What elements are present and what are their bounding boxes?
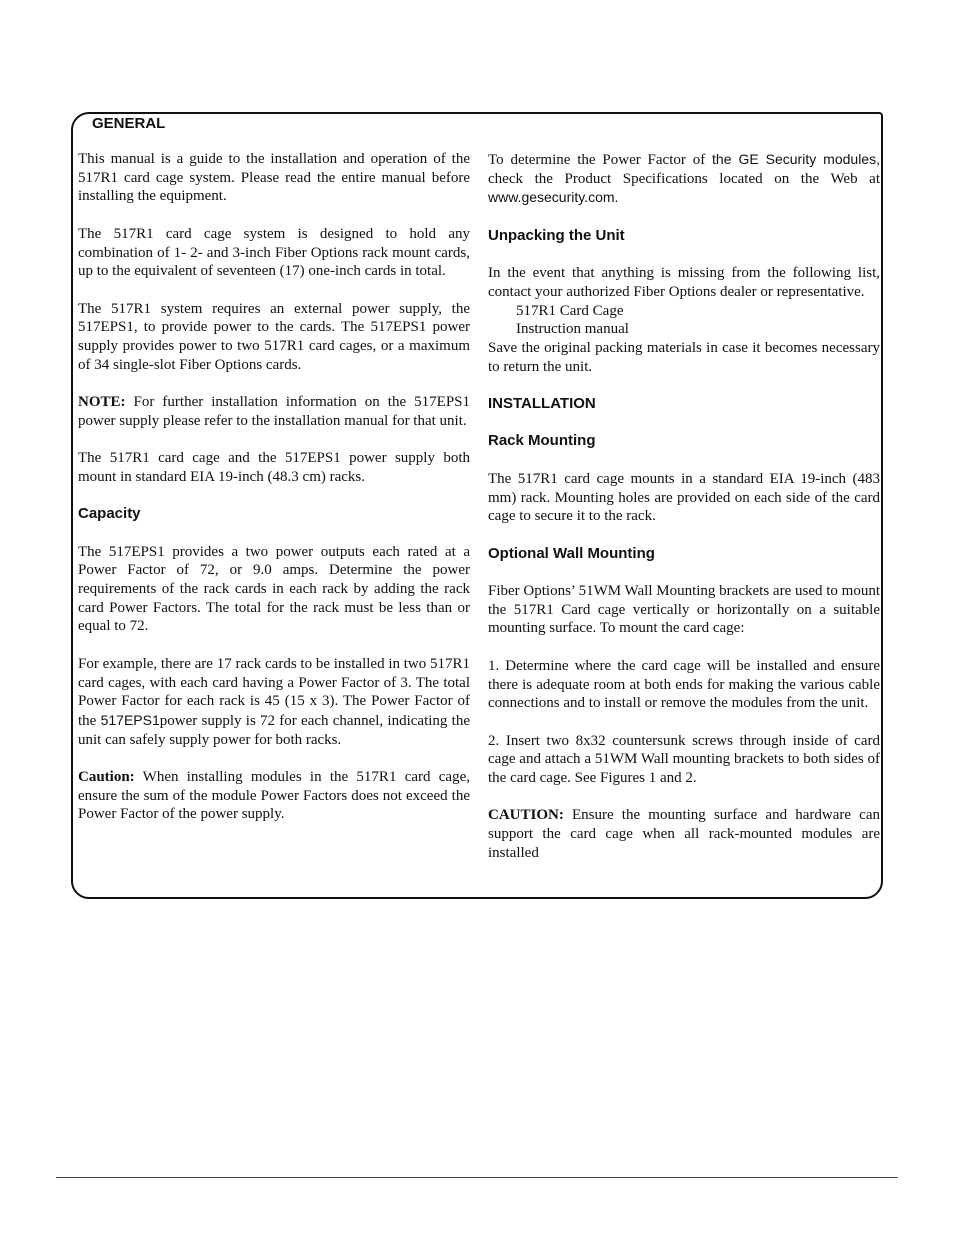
power-supply-paragraph: The 517R1 system requires an external power supply, the 517EPS1, to provide power to the cards. The 517EPS1 power supply provides power to two 517R1 card cages, or a maximum of 34 single-slot Fiber Options cards.: [78, 300, 470, 373]
example-paragraph: [78, 655, 470, 750]
example-text-a: For example, there are 17 rack cards to be installed in two 517R1 card cages, with each card having a Power Factor of 3. The total Power Factor for each rack is 45 (15 x 3). The Power Factor of the: [78, 655, 470, 729]
footer-rule: [56, 1177, 898, 1178]
unpacking-heading: Unpacking the Unit: [488, 226, 625, 244]
packing-paragraph: Save the original packing materials in case it becomes necessary to return the unit.: [488, 340, 880, 375]
rack-mounting-paragraph: The 517R1 card cage mounts in a standard EIA 19-inch (483 mm) rack. Mounting holes are provided on each side of the card cage to secure it to the rack.: [488, 470, 880, 525]
note-label: NOTE:: [78, 394, 126, 411]
wall-mounting-paragraph: Fiber Options’ 51WM Wall Mounting brackets are used to mount the 517R1 Card cage vertically or horizontally on a suitable mounting surface. To mount the card cage:: [488, 583, 880, 637]
power-factor-paragraph: [488, 150, 880, 208]
pf-text-b: the GE Security modules,: [712, 151, 880, 167]
unpacking-paragraph: In the event that anything is missing from the following list, contact your authorized Fiber Options dealer or representative.: [488, 265, 880, 300]
website-link[interactable]: www.gesecurity.com.: [488, 189, 619, 206]
pf-text-a: To determine the Power Factor of: [488, 152, 713, 168]
installation-heading: INSTALLATION: [488, 395, 596, 413]
install-caution-paragraph: [488, 806, 880, 862]
wall-mounting-heading: Optional Wall Mounting: [488, 544, 655, 562]
caution-label: Caution:: [78, 769, 135, 786]
right-column: [488, 150, 880, 881]
section-title: GENERAL: [92, 115, 166, 132]
card-cage-paragraph: The 517R1 card cage system is designed to hold any combination of 1- 2- and 3-inch Fiber Options rack mount cards, up to the equivalent of seventeen (17) one-inch cards in total.: [78, 225, 470, 280]
step-2: 2. Insert two 8x32 countersunk screws through inside of card cage and attach a 51WM Wall mounting brackets to both sides of the card cage. See Figures 1 and 2.: [488, 732, 880, 787]
list-item: Instruction manual: [516, 321, 629, 338]
install-caution-text: Ensure the mounting surface and hardware can support the card cage when all rack-mounted modules are installed: [488, 807, 880, 861]
example-text-c: power supply is 72 for each channel, indicating the unit can safely supply power for both racks.: [78, 712, 470, 748]
capacity-heading: Capacity: [78, 505, 141, 523]
example-text-b: 517EPS1: [100, 711, 160, 728]
rack-mount-paragraph: The 517R1 card cage and the 517EPS1 power supply both mount in standard EIA 19-inch (48.3 cm) racks.: [78, 450, 470, 485]
install-caution-label: CAUTION:: [488, 807, 564, 824]
pf-text-c: check the Product Specifications located on the Web at: [488, 170, 880, 187]
intro-paragraph: This manual is a guide to the installation and operation of the 517R1 card cage system. Please read the entire manual before installing the equipment.: [78, 151, 470, 205]
caution-text: When installing modules in the 517R1 card cage, ensure the sum of the module Power Factors does not exceed the Power Factor of the power supply.: [78, 769, 470, 823]
list-item: 517R1 Card Cage: [516, 302, 624, 319]
rack-mounting-heading: Rack Mounting: [488, 432, 596, 450]
left-column: [78, 150, 470, 843]
note-text: For further installation information on the 517EPS1 power supply please refer to the installation manual for that unit.: [78, 394, 470, 429]
step-1: 1. Determine where the card cage will be installed and ensure there is adequate room at both ends for making the various cable connections and to install or remove the modules from the unit.: [488, 657, 880, 712]
note-paragraph: [78, 393, 470, 430]
capacity-paragraph: The 517EPS1 provides a two power outputs each rated at a Power Factor of 72, or 9.0 amps. Determine the power requirements of the rack cards in each rack by adding the rack card Power Factors. The total for the rack must be less than or equal to 72.: [78, 543, 470, 635]
caution-paragraph: [78, 768, 470, 824]
